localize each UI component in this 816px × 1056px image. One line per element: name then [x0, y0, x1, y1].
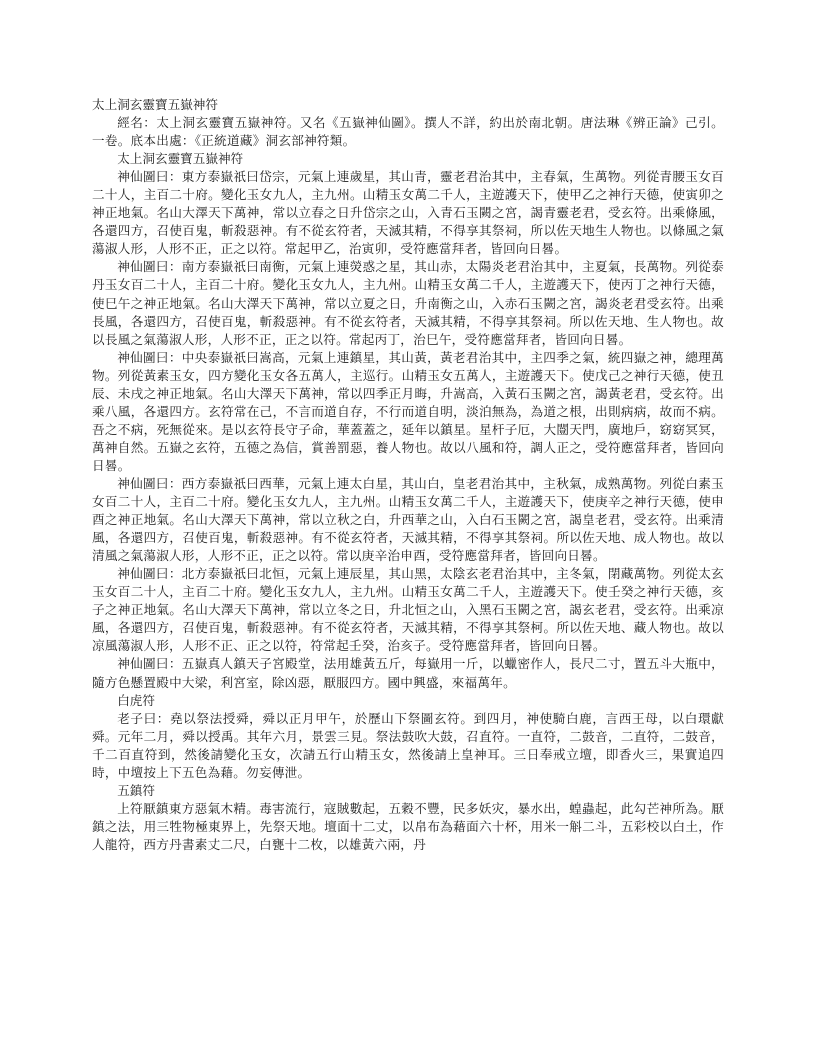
section-heading-white-tiger-talisman: 白虎符	[117, 692, 155, 708]
paragraph-east-peak: 神仙圖曰：東方泰嶽祇曰岱宗，元氣上連歲星，其山青，靈老君治其中，主春氣，生萬物。列從青腰玉女百二十人，主百二十府。變化玉女九人，主九州。山精玉女萬二千人，主遊護天下，使甲乙之神行天德，使寅卯之神正地氣。名山大澤天下萬神，常以立春之日升岱宗之山，入青石玉闕之宮，謁青靈老君，受玄符。出乘條風，各還四方，召使百鬼，斬殺惡神。有不從玄符者，天滅其精，不得享其祭祠，所以佐天地生人物也。以條風之氣蕩淑人形，人形不正，正之以符。常起甲乙，治寅卯，受符應當拜者，皆回向日晷。	[92, 169, 724, 257]
section-heading-five-town-talismans: 五鎮符	[117, 782, 155, 798]
paragraph-five-peaks-perfected: 神仙圖曰：五嶽真人鎮天子宮殿堂，法用雄黃五斤，每嶽用一斤，以蠟密作人，長尺二寸，置五斗大瓶中，隨方色懸置殿中大梁，利宮室，除凶惡，厭服四方。國中興盛，來福萬年。	[92, 656, 724, 690]
paragraph-west-peak: 神仙圖曰：西方泰嶽祇曰西華，元氣上連太白星，其山白，皇老君治其中，主秋氣，成熟萬物。列從白素玉女百二十人，主百二十府。變化玉女九人，主九州。山精玉女萬二千人，主遊護天下，使庚辛之神行天德，使申酉之神正地氣。名山大澤天下萬神，常以立秋之白，升西華之山，入白石玉闕之宮，謁皇老君，受玄符。出乘清風，各還四方，召使百鬼，斬殺惡神。有不從玄符者，天滅其精，不得享其祭祠。所以佐天地、成人物也。故以清風之氣蕩淑人形，人形不正，正之以符。常以庚辛治申酉，受符應當拜者，皆回向日晷。	[92, 475, 724, 564]
paragraph-laozi-said: 老子曰：堯以祭法授舜，舜以正月甲午，於歷山下祭圖玄符。到四月，神使騎白鹿，言西王母，以白環獻舜。元年二月，舜以授禹。其年六月，景雲三見。祭法鼓吹大鼓，召直符。一直符，二鼓音，二直符，二鼓音，千二百直符到，然後請變化玉女，次請五行山精玉女，然後請上皇神耳。三日奉戒立壇，即香火三，果實追四時，中壇按上下五色為藉。勿妄傳泄。	[92, 710, 724, 780]
document-title: 太上洞玄靈寶五嶽神符	[92, 97, 218, 112]
paragraph-south-peak: 神仙圖曰：南方泰嶽祇曰南衡，元氣上連熒惑之星，其山赤，太陽炎老君治其中，主夏氣，長萬物。列從泰丹玉女百二十人，主百二十府。變化玉女九人，主九州。山精玉女萬二千人，主遊護天下，使丙丁之神行天德，使巳午之神正地氣。名山大澤天下萬神，常以立夏之日，升南衡之山，入赤石玉闕之宮，謁炎老君受玄符。出乘長風，各還四方，召使百鬼，斬殺惡神。有不從玄符者，天滅其精，不得享其祭祠。所以佐天地、生人物也。故以長風之氣蕩淑人形，人形不正，正之以符。常起丙丁，治巳午，受符應當拜者，皆回向日晷。	[92, 259, 724, 347]
paragraph-upper-talisman-east: 上符厭鎮東方惡氣木精。毒害流行，寇賊數起，五穀不豐，民多妖灾，暴水出，蝗蟲起，此勾芒神所為。厭鎮之法，用三牲物極東界上，先祭天地。壇面十二丈，以帛布為藉面六十杯，用米一斛二斗，五彩校以白土，作人龍符，西方丹書素丈二尺，白甕十二枚，以雄黃六兩，丹	[92, 800, 724, 852]
paragraph-central-peak: 神仙圖曰：中央泰嶽祇曰嵩高，元氣上連鎮星，其山黃，黃老君治其中，主四季之氣，統四嶽之神，總理萬物。列從黃素玉女，四方變化玉女各五萬人，主巡行。山精玉女五萬人，主遊護天下。使戊己之神行天德，使丑辰、未戌之神正地氣。名山大澤天下萬神，常以四季正月晦，升嵩高，入黃石玉闕之宮，謁黃老君，受玄符。出乘八風，各還四方。玄符常在己，不言而道自存，不行而道自明，淡泊無為，為道之根，出則病病，故而不病。吾之不病，死無從來。是以玄符長守子命，華蓋蓋之，延年以鎮星。星杆子厄，大闓天門，廣地戶，窈窈冥冥，萬神自然。五嶽之玄符，五德之為信，賞善罰惡，養人物也。故以八風和符，調人正之，受符應當拜者，皆回向日晷。	[92, 349, 724, 473]
bibliographic-note: 經名：太上洞玄靈寶五嶽神符。又名《五嶽神仙圖》。撰人不詳，約出於南北朝。唐法琳《辨正論》己引。一卷。底本出處：《正統道藏》洞玄部神符類。	[92, 115, 724, 149]
document-body	[92, 96, 724, 854]
paragraph-north-peak: 神仙圖曰：北方泰嶽祇曰北恒，元氣上連辰星，其山黑，太陰玄老君治其中，主冬氣，閉藏萬物。列從太玄玉女百二十人，主百二十府。變化玉女九人，主九州。山精玉女萬二千人，主遊護天下。使壬癸之神行天德，亥子之神正地氣。名山大澤天下萬神，常以立冬之日，升北恒之山，入黑石玉闕之宮，謁玄老君，受玄符。出乘凉風，各還四方，召使百鬼，斬殺惡神。有不從玄符者，天滅其精，不得享其祭柯。所以佐天地、藏人物也。故以凉風蕩淑人形，人形不正、正之以符，符常起壬癸，治亥子。受符應當拜者，皆回向日晷。	[92, 566, 724, 654]
section-heading-main: 太上洞玄靈寶五嶽神符	[117, 151, 244, 167]
